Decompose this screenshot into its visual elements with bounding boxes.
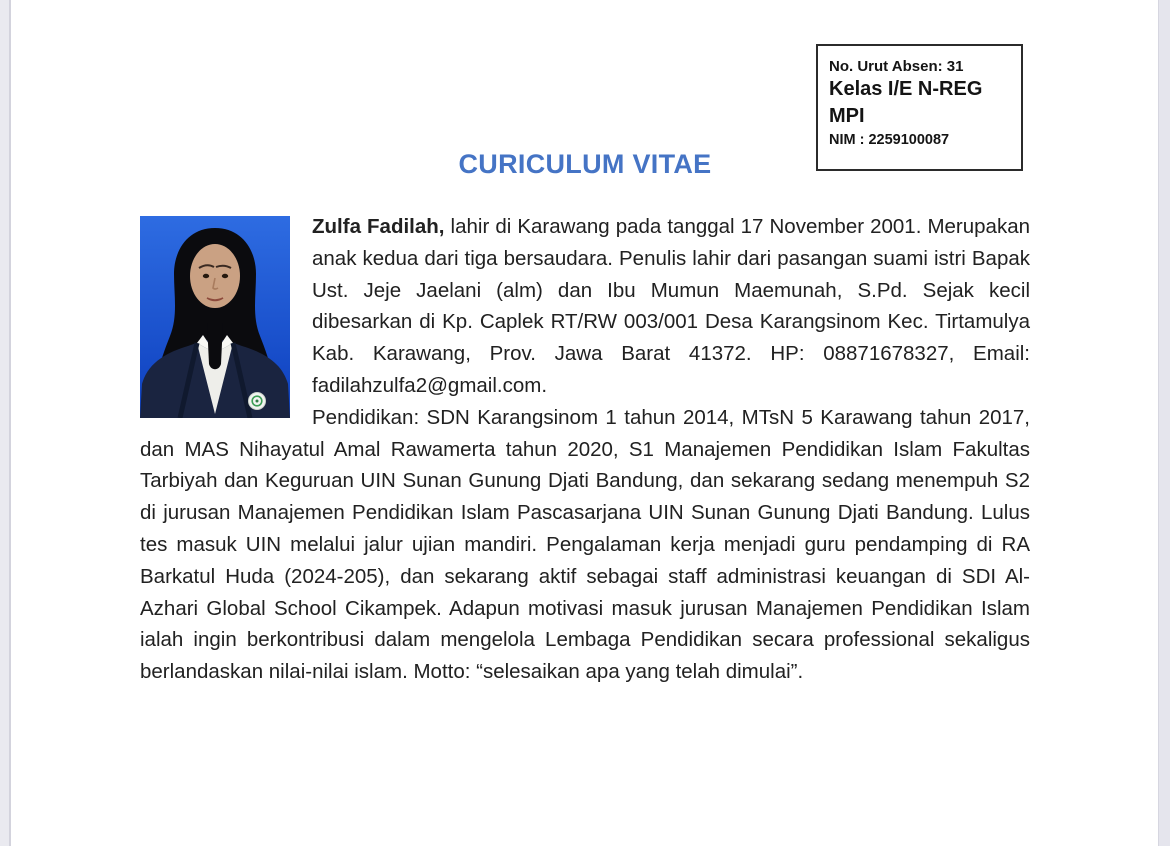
page-title: CURICULUM VITAE xyxy=(458,149,712,179)
attendance-number: No. Urut Absen: 31 xyxy=(829,58,964,75)
biodata-text: lahir di Karawang pada tanggal 17 November 2001. Merupakan anak kedua dari tiga bersaudara. Penulis lahir dari pasangan suami istri Bapak Ust. Jeje Jaelani (alm) dan Ibu Mumun Maemunah, S.Pd. Sejak kecil dibesarkan di Kp. Caplek RT/RW 003/001 Desa Karangsinom Kec. Tirtamulya Kab. Karawang, Prov. Jawa Barat 41372. HP: 08871678327, Email: fadilahzulfa2@gmail.com. xyxy=(312,215,1031,397)
nim-label: NIM : 2259100087 xyxy=(829,132,950,148)
applicant-name: Zulfa Fadilah, xyxy=(312,215,445,238)
paragraph-education-career: Pendidikan: SDN Karangsinom 1 tahun 2014, MTsN 5 Karawang tahun 2017, dan MAS Nihayatul Amal Rawamerta tahun 2020, S1 Manajemen Pendidikan Islam Fakultas Tarbiyah dan Keguruan UIN Sunan Gunung Djati Bandung, dan sekarang sedang menempuh S2 di jurusan Manajemen Pendidikan Islam Pascasarjana UIN Sunan Gunung Djati Bandung. Lulus tes masuk UIN melalui jalur ujian mandiri. Pengalaman kerja menjadi guru pendamping di RA Barkatul Huda (2024-205), dan sekarang aktif sebagai staff administrasi keuangan di SDI Al-Azhari Global School Cikampek. Adapun motivasi masuk jurusan Manajemen Pendidikan Islam ialah ingin berkontribusi dalam mengelola Lembaga Pendidikan secara professional sekaligus berlandaskan nilai-nilai islam. Motto: “selesaikan apa yang telah dimulai”. xyxy=(140,405,1030,684)
cv-body xyxy=(140,211,1030,688)
program-label: MPI xyxy=(829,105,865,127)
class-label: Kelas I/E N-REG xyxy=(829,78,983,100)
applicant-photo xyxy=(140,216,290,418)
page-left-edge xyxy=(0,0,11,846)
page-right-edge xyxy=(1158,0,1170,846)
applicant-photo-image xyxy=(140,216,290,418)
